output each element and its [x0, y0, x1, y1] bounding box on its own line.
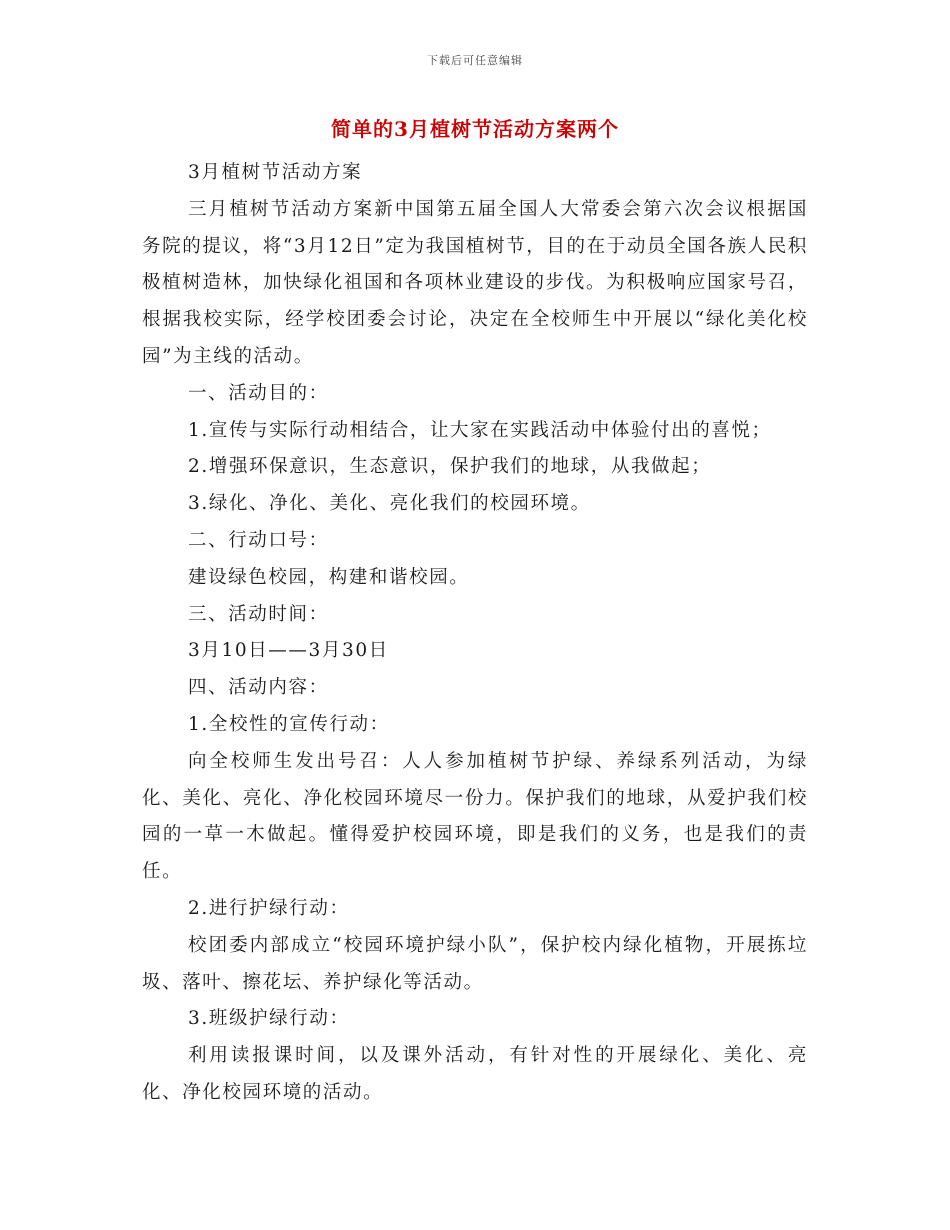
paragraph-section-title: 3月植树节活动方案 [188, 162, 363, 183]
content-item-2-text: 校团委内部成立“校园环境护绿小队”，保护校内绿化植物，开展拣垃圾、落叶、擦花坛、养护绿化等活动。 [142, 934, 808, 993]
content-item-1-text: 向全校师生发出号召：人人参加植树节护绿、养绿系列活动，为绿化、美化、亮化、净化校园环境尽一份力。保护我们的地球，从爱护我们校园的一草一木做起。懂得爱护校园环境，即是我们的义务，也是我们的责任。 [142, 750, 808, 883]
slogan-text: 建设绿色校园，构建和谐校园。 [188, 566, 470, 588]
purpose-item-3: 3.绿化、净化、美化、亮化我们的校园环境。 [188, 493, 591, 515]
purpose-item-1: 1.宣传与实际行动相结合，让大家在实践活动中体验付出的喜悦； [188, 419, 772, 441]
heading-activity-time: 三、活动时间： [188, 603, 329, 625]
document-body [142, 155, 808, 1112]
content-item-2-heading: 2.进行护绿行动： [188, 897, 350, 919]
activity-time-text: 3月10日——3月30日 [188, 640, 389, 662]
heading-activity-content: 四、活动内容： [188, 677, 329, 699]
purpose-item-2: 2.增强环保意识，生态意识，保护我们的地球，从我做起； [188, 456, 712, 478]
page-header: 下载后可任意编辑 [427, 54, 523, 67]
content-item-1-heading: 1.全校性的宣传行动： [188, 713, 390, 735]
content-item-3-text: 利用读报课时间，以及课外活动，有针对性的开展绿化、美化、亮化、净化校园环境的活动。 [142, 1045, 808, 1103]
content-item-3-heading: 3.班级护绿行动： [188, 1008, 350, 1030]
heading-slogan: 二、行动口号： [188, 529, 329, 551]
paragraph-intro: 三月植树节活动方案新中国第五届全国人大常委会第六次会议根据国务院的提议，将“3月12日”定为我国植树节，目的在于动员全国各族人民积极植树造林，加快绿化祖国和各项林业建设的步伐。为积极响应国家号召，根据我校实际，经学校团委会讨论，决定在全校师生中开展以“绿化美化校园”为主线的活动。 [142, 198, 808, 367]
heading-activity-purpose: 一、活动目的： [188, 382, 329, 404]
document-title: 简单的3月植树节活动方案两个 [331, 117, 619, 141]
